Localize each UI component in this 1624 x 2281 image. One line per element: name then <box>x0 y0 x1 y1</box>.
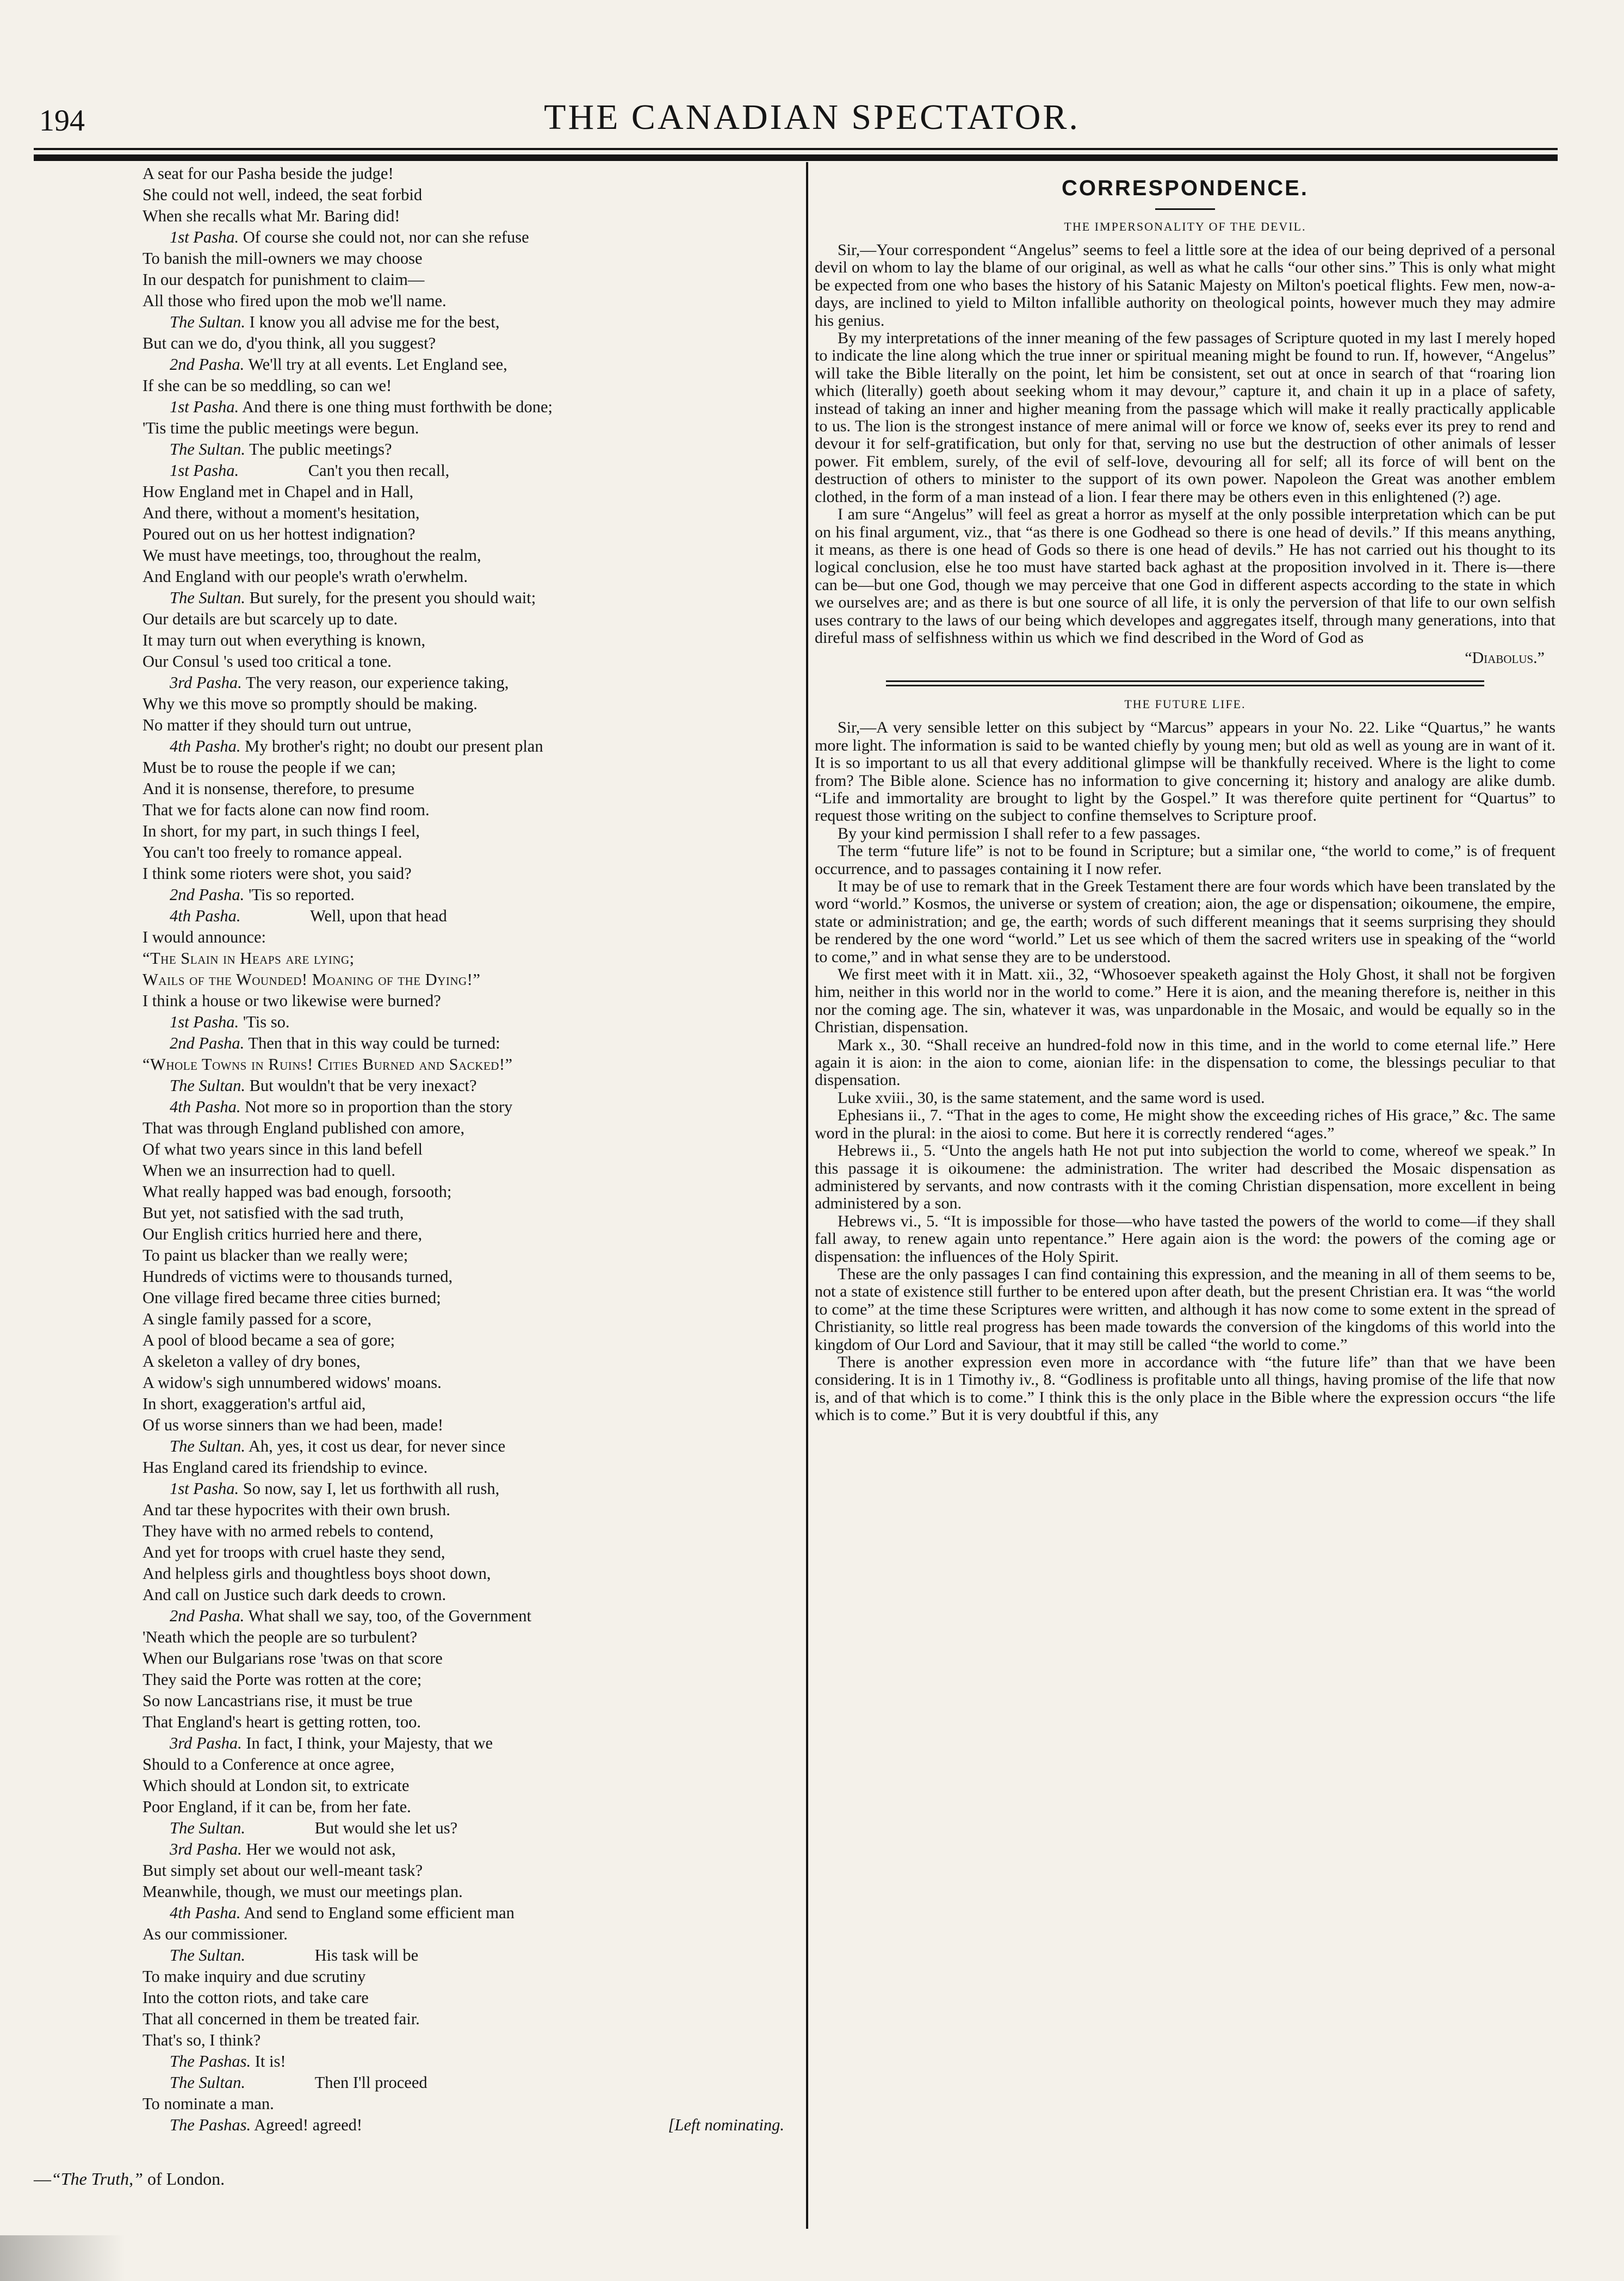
line-text: “The Slain in Heaps are lying; <box>142 949 355 968</box>
line-text: To paint us blacker than we really were; <box>142 1246 408 1265</box>
poem-column <box>142 163 784 2136</box>
line-text: But wouldn't that be very inexact? <box>249 1076 477 1095</box>
line-text: That was through England published con amore, <box>142 1119 465 1137</box>
poem-line <box>142 948 784 969</box>
poem-line <box>142 1712 784 1733</box>
line-text: She could not well, indeed, the seat forbid <box>142 185 423 204</box>
line-text: I think some rioters were shot, you said? <box>142 864 412 883</box>
line-text: That England's heart is getting rotten, too. <box>142 1713 422 1731</box>
letter2-title: THE FUTURE LIFE. <box>1124 697 1246 711</box>
letter1-body <box>815 241 1555 647</box>
speaker-name: 3rd Pasha. <box>170 673 242 692</box>
poem-line <box>142 1096 784 1118</box>
line-text: Which should at London sit, to extricate <box>142 1776 410 1795</box>
speaker-name: The Sultan. <box>170 588 245 607</box>
line-text: So now Lancastrians rise, it must be true <box>142 1691 413 1710</box>
poem-credit <box>34 2169 225 2189</box>
line-text: Can't you then recall, <box>308 461 450 480</box>
line-text: 'Neath which the people are so turbulent? <box>142 1628 418 1646</box>
line-text: That all concerned in them be treated fair. <box>142 2010 420 2028</box>
poem-line <box>142 545 784 566</box>
speaker-name: The Sultan. <box>170 1076 245 1095</box>
line-text: Poor England, if it can be, from her fate. <box>142 1797 411 1816</box>
poem-line <box>142 1266 784 1287</box>
line-text: That's so, I think? <box>142 2031 261 2049</box>
poem-line <box>142 1839 784 1860</box>
poem-line <box>142 1372 784 1393</box>
line-text: In fact, I think, your Majesty, that we <box>246 1734 493 1752</box>
poem-line <box>142 842 784 863</box>
poem-line <box>142 799 784 821</box>
poem-line <box>142 1393 784 1415</box>
poem-line <box>142 396 784 418</box>
line-text: And there is one thing must forthwith be done; <box>242 398 553 416</box>
poem-line <box>142 1945 784 1966</box>
poem-line <box>142 1415 784 1436</box>
speaker-name: 4th Pasha. <box>170 907 241 925</box>
poem-line <box>142 354 784 375</box>
letter1-signature: “Diabolus.” <box>1465 649 1545 667</box>
poem-line <box>142 163 784 184</box>
speaker-name: 4th Pasha. <box>170 1904 241 1922</box>
line-text: A single family passed for a score, <box>142 1310 371 1328</box>
poem-line <box>142 1584 784 1606</box>
letter2-body <box>815 719 1555 1424</box>
letter-paragraph: Ephesians ii., 7. “That in the ages to come, He might show the exceeding riches of His grace,” &c. The same word in the plural: in the aiosi to come. But here it is correctly rendered “ages.” <box>815 1106 1555 1142</box>
poem-line <box>142 1648 784 1669</box>
poem-line <box>142 778 784 799</box>
line-text: How England met in Chapel and in Hall, <box>142 482 414 501</box>
line-text: Of us worse sinners than we had been, made! <box>142 1416 444 1434</box>
poem-line <box>142 672 784 693</box>
header-rule-thin <box>34 148 1558 150</box>
poem-line <box>142 1627 784 1648</box>
line-text: 'Tis so reported. <box>248 885 355 904</box>
letter-paragraph: By your kind permission I shall refer to a few passages. <box>838 824 1201 842</box>
line-text: But can we do, d'you think, all you suggest? <box>142 334 436 352</box>
poem-line <box>142 2051 784 2072</box>
poem-line <box>142 1160 784 1181</box>
letter-paragraph: Sir,—Your correspondent “Angelus” seems to feel a little sore at the idea of our being deprived of a personal devil on whom to lay the blame of our original, as well as what he calls “our other sins.” This is only what might be expected from one who bases the history of his Satanic Majesty on Milton's poetical flights. Few men, now-a-days, are inclined to yield to Milton infallible authority on theological points, however much they may admire his genius. <box>815 241 1555 330</box>
line-text: 'Tis so. <box>243 1013 290 1031</box>
poem-line <box>142 1754 784 1775</box>
line-text: A skeleton a valley of dry bones, <box>142 1352 361 1371</box>
poem-line <box>142 1606 784 1627</box>
letter-paragraph: Sir,—A very sensible letter on this subject by “Marcus” appears in your No. 22. Like “Quartus,” he wants more light. The information is said to be wanted chiefly by young men; but old as well as young are in want of it. It is so important to us all that every additional glimpse will be thankfully received. Where is the light to come from? The Bible alone. Science has no information to give concerning it; history and analogy are alike dumb. “Life and immortality are brought to light by the Gospel.” It was therefore quite pertinent for “Quartus” to request those writing on the subject to confine themselves to Scripture proof. <box>815 718 1555 825</box>
line-text: It is! <box>255 2052 286 2071</box>
poem-line <box>142 609 784 630</box>
line-text: But yet, not satisfied with the sad truth, <box>142 1204 404 1222</box>
line-text: We must have meetings, too, throughout the realm, <box>142 546 481 565</box>
credit-dash: — <box>34 2169 51 2189</box>
line-text: Wails of the Wounded! Moaning of the Dying!” <box>142 970 481 989</box>
poem-line <box>142 1245 784 1266</box>
line-text: So now, say I, let us forthwith all rush, <box>243 1479 500 1498</box>
poem-line <box>142 863 784 884</box>
letter-paragraph: The term “future life” is not to be found in Scripture; but a similar one, “the world to come,” is of frequent occurrence, and to passages containing it I now refer. <box>815 842 1555 878</box>
poem-line <box>142 1775 784 1796</box>
poem-line <box>142 587 784 609</box>
poem-line <box>142 2093 784 2115</box>
letter-paragraph: By my interpretations of the inner meaning of the few passages of Scripture quoted in my last I merely hoped to indicate the line along which the true inner or spiritual meaning might be found to run. If, however, “Angelus” will take the Bible literally on the point, let him be consistent, set out at once in search of that “roaring lion which (literally) goeth about seeking whom it may devour,” capture it, and chain it up in a place of safety, instead of taking an inner and higher meaning from the passage which will make it really practically applicable to us. The lion is the strongest instance of mere animal will or force we know of, seeks ever its prey to rend and devour it for self-gratification, but only for that, serving no use but the destruction of other animals of lesser power. Fit emblem, surely, of the evil of self-love, devouring all for self; all its force of will bent on the destruction of others to minister to the support of its own power. Napoleon the Great was another emblem clothed, in the form of a man instead of a lion. I fear there may be others even in this enlightened (?) age. <box>815 329 1555 506</box>
poem-line <box>142 1287 784 1309</box>
letter-paragraph: I am sure “Angelus” will feel as great a horror as myself at the only possible interpretation which can be put on his final argument, viz., that “as there is one Godhead so there is one head of devils.” If this means anything, it means, as there is one head of Gods so there is one head of devils.” He has not carried out his thought to its logical conclusion, else he too must have started back aghast at the proposition involved in it. There is—there can be—but one God, though we may perceive that one God in different aspects according to the state in which we ourselves are; and as there is but one source of all life, it is only the perversion of that life to our own selfish uses contrary to the laws of our being which developes and aggregates itself, through many generations, into that direful mass of selfishness within us which we find described in the Word of God as <box>815 505 1555 647</box>
line-text: Must be to rouse the people if we can; <box>142 758 396 777</box>
line-text: We'll try at all events. Let England see, <box>248 355 507 374</box>
letter-paragraph: Luke xviii., 30, is the same statement, and the same word is used. <box>838 1088 1265 1107</box>
page-number: 194 <box>39 104 85 138</box>
poem-line <box>142 2030 784 2051</box>
line-text: Ah, yes, it cost us dear, for never since <box>248 1437 506 1455</box>
line-text: “Whole Towns in Ruins! Cities Burned and Sacked!” <box>142 1055 513 1074</box>
poem-line <box>142 1118 784 1139</box>
line-text: I know you all advise me for the best, <box>249 313 500 331</box>
line-text: Agreed! agreed! <box>254 2116 363 2134</box>
poem-line <box>142 990 784 1012</box>
line-text: And yet for troops with cruel haste they send, <box>142 1543 445 1561</box>
poem-line <box>142 821 784 842</box>
poem-line <box>142 503 784 524</box>
poem-line <box>142 651 784 672</box>
line-text: And tar these hypocrites with their own brush. <box>142 1501 450 1519</box>
line-text: And helpless girls and thoughtless boys shoot down, <box>142 1564 491 1583</box>
poem-line <box>142 2009 784 2030</box>
line-text: Why we this move so promptly should be making. <box>142 695 478 713</box>
poem-line <box>142 1881 784 1902</box>
line-text: Of course she could not, nor can she refuse <box>243 228 529 246</box>
line-text: And England with our people's wrath o'erwhelm. <box>142 567 468 586</box>
line-text: Poured out on us her hottest indignation? <box>142 525 416 543</box>
speaker-name: The Sultan. <box>170 1946 245 1964</box>
poem-line <box>142 1669 784 1690</box>
line-text: Into the cotton riots, and take care <box>142 1988 369 2007</box>
line-text: All those who fired upon the mob we'll name. <box>142 292 447 310</box>
poem-line <box>142 227 784 248</box>
poem-line <box>142 1499 784 1521</box>
letter-paragraph: Hebrews vi., 5. “It is impossible for those—who have tasted the powers of the world to come—if they shall fall away, to renew again unto repentance.” Here again aion is the word: the powers of the coming age or dispensation: the influences of the Holy Spirit. <box>815 1212 1555 1266</box>
poem-line <box>142 2072 784 2093</box>
speaker-name: The Pashas. <box>170 2116 251 2134</box>
line-text: The very reason, our experience taking, <box>245 673 509 692</box>
line-text: It may turn out when everything is known, <box>142 631 426 649</box>
poem-line <box>142 481 784 503</box>
line-text: What really happed was bad enough, forsooth; <box>142 1182 452 1201</box>
line-text: Has England cared its friendship to evince. <box>142 1458 428 1477</box>
poem-line <box>142 1542 784 1563</box>
line-text: In our despatch for punishment to claim— <box>142 270 425 289</box>
speaker-name: The Sultan. <box>170 313 245 331</box>
poem-line <box>142 269 784 290</box>
line-text: One village fired became three cities burned; <box>142 1288 441 1307</box>
line-text: Well, upon that head <box>310 907 447 925</box>
poem-line <box>142 1966 784 1987</box>
poem-line <box>142 1818 784 1839</box>
line-text: When she recalls what Mr. Baring did! <box>142 207 400 225</box>
letter-separator <box>886 680 1484 686</box>
line-text: Our details are but scarcely up to date. <box>142 610 398 628</box>
poem-line <box>142 1351 784 1372</box>
line-text: And call on Justice such dark deeds to crown. <box>142 1585 447 1604</box>
line-text: To banish the mill-owners we may choose <box>142 249 423 268</box>
line-text: Should to a Conference at once agree, <box>142 1755 395 1774</box>
poem-line <box>142 460 784 481</box>
line-text: They said the Porte was rotten at the core; <box>142 1670 422 1689</box>
masthead: THE CANADIAN SPECTATOR. <box>544 97 1080 137</box>
correspondence-column <box>815 163 1555 1424</box>
poem-line <box>142 1054 784 1075</box>
speaker-name: 1st Pasha. <box>170 398 239 416</box>
line-text: A widow's sigh unnumbered widows' moans. <box>142 1373 442 1392</box>
line-text: Meanwhile, though, we must our meetings plan. <box>142 1882 463 1901</box>
credit-source: of London. <box>142 2169 225 2189</box>
line-text: Her we would not ask, <box>246 1840 396 1858</box>
speaker-name: 1st Pasha. <box>170 1013 239 1031</box>
line-text: As our commissioner. <box>142 1925 288 1943</box>
poem-line <box>142 1563 784 1584</box>
poem-line <box>142 1075 784 1096</box>
speaker-name: 1st Pasha. <box>170 461 239 480</box>
speaker-name: 4th Pasha. <box>170 1098 241 1116</box>
line-text: They have with no armed rebels to contend, <box>142 1522 434 1540</box>
poem-line <box>142 418 784 439</box>
line-text: And send to England some efficient man <box>244 1904 515 1922</box>
speaker-name: The Sultan. <box>170 1819 245 1837</box>
letter-paragraph: These are the only passages I can find containing this expression, and the meaning in all of them seems to be, not a state of existence still further to be entered upon after death, but the present Christian era. It was “the world to come” at the time these Scriptures were written, and although it has now come to some extent in the spread of Christianity, so little real progress has been made towards the conversion of the kingdoms of this world into the kingdom of Our Lord and Saviour, that it may still be called “the world to come.” <box>815 1265 1555 1354</box>
speaker-name: 3rd Pasha. <box>170 1840 242 1858</box>
section-title: CORRESPONDENCE. <box>1062 176 1309 200</box>
poem-line <box>142 1733 784 1754</box>
poem-line <box>142 1478 784 1499</box>
poem-line <box>142 206 784 227</box>
line-text: To nominate a man. <box>142 2094 274 2113</box>
line-text: In short, for my part, in such things I feel, <box>142 822 420 840</box>
line-text: When our Bulgarians rose 'twas on that score <box>142 1649 443 1668</box>
poem-line <box>142 884 784 906</box>
print-smudge <box>0 2235 125 2281</box>
speaker-name: The Pashas. <box>170 2052 251 2071</box>
letter-paragraph: There is another expression even more in accordance with “the future life” than that we have been considering. It is in 1 Timothy iv., 8. “Godliness is profitable unto all things, having promise of the life that now is, and of that which is to come.” I think this is the only place in the Bible where the expression occurs “the life which is to come.” But it is very doubtful if this, any <box>815 1353 1555 1424</box>
speaker-name: 2nd Pasha. <box>170 1607 245 1625</box>
letter-paragraph: Mark x., 30. “Shall receive an hundred-fold now in this time, and in the world to come eternal life.” Here again it is aion: in the aion to come, aionian life: in the dispensation to come, the blessings peculiar to that dispensation. <box>815 1036 1555 1089</box>
speaker-name: 3rd Pasha. <box>170 1734 242 1752</box>
poem-line <box>142 1330 784 1351</box>
poem-line <box>142 1012 784 1033</box>
poem-line <box>142 1309 784 1330</box>
header-rule-thick <box>34 154 1558 161</box>
speaker-name: 1st Pasha. <box>170 228 239 246</box>
line-text: A seat for our Pasha beside the judge! <box>142 164 394 183</box>
line-text: When we an insurrection had to quell. <box>142 1161 395 1180</box>
poem-line <box>142 1457 784 1478</box>
speaker-name: The Sultan. <box>170 2073 245 2092</box>
poem-line <box>142 693 784 715</box>
speaker-name: The Sultan. <box>170 1437 245 1455</box>
letter-paragraph: We first meet with it in Matt. xii., 32, “Whosoever speaketh against the Holy Ghost, it shall not be forgiven him, neither in this world nor in the world to come.” Here it is aion, and the meaning therefore is, neither in this nor the coming age. The sin, whatever it was, was unpardonable in the Mosaic, and would be equally so in the Christian, dispensation. <box>815 965 1555 1037</box>
poem-line <box>142 1139 784 1160</box>
poem-line <box>142 375 784 396</box>
poem-line <box>142 1203 784 1224</box>
line-text: But surely, for the present you should wait; <box>249 588 536 607</box>
poem-line <box>142 1987 784 2009</box>
line-text: But would she let us? <box>314 1819 458 1837</box>
poem-line <box>142 757 784 778</box>
speaker-name: 2nd Pasha. <box>170 885 245 904</box>
poem-line <box>142 290 784 312</box>
speaker-name: The Sultan. <box>170 440 245 458</box>
line-text: I would announce: <box>142 928 266 946</box>
poem-line <box>142 184 784 206</box>
poem-line <box>142 1860 784 1881</box>
credit-title: “The Truth,” <box>51 2169 143 2189</box>
speaker-name: 2nd Pasha. <box>170 1034 245 1052</box>
line-text: The public meetings? <box>249 440 392 458</box>
poem-line <box>142 630 784 651</box>
stage-direction: [Left nominating. <box>668 2116 784 2134</box>
poem-line <box>142 439 784 460</box>
speaker-name: 1st Pasha. <box>170 1479 239 1498</box>
line-text: Then I'll proceed <box>314 2073 427 2092</box>
poem-line <box>142 715 784 736</box>
letter-paragraph: It may be of use to remark that in the Greek Testament there are four words which have been translated by the word “world.” Kosmos, the universe or system of creation; aion, the age or dispensation; oikoumene, the empire, state or administration; and ge, the earth; words of such different meanings that it seems surprising they should be rendered by the one word “world.” Let us see which of them the sacred writers use in speaking of the “world to come,” and in what sense they are to be understood. <box>815 877 1555 966</box>
line-text: Not more so in proportion than the story <box>245 1098 513 1116</box>
poem-line <box>142 1436 784 1457</box>
line-text: And it is nonsense, therefore, to presume <box>142 779 414 798</box>
line-text: A pool of blood became a sea of gore; <box>142 1331 395 1349</box>
letter-paragraph: Hebrews ii., 5. “Unto the angels hath He not put into subjection the world to come, whereof we speak.” In this passage it is oikoumene: the administration. The writer had described the Mosaic dispensation as administered by servants, and now contrasts with it the coming Christian dispensation, more excellent in being administered by a son. <box>815 1142 1555 1213</box>
speaker-name: 2nd Pasha. <box>170 355 245 374</box>
poem-line <box>142 312 784 333</box>
line-text: I think a house or two likewise were burned? <box>142 991 441 1010</box>
line-text: Hundreds of victims were to thousands turned, <box>142 1267 453 1286</box>
line-text: My brother's right; no doubt our present plan <box>245 737 543 755</box>
poem-line <box>142 1224 784 1245</box>
poem-line <box>142 1690 784 1712</box>
poem-line <box>142 969 784 990</box>
line-text: You can't too freely to romance appeal. <box>142 843 402 861</box>
line-text: In short, exaggeration's artful aid, <box>142 1394 366 1413</box>
letter1-title: THE IMPERSONALITY OF THE DEVIL. <box>1064 220 1306 233</box>
poem-line <box>142 333 784 354</box>
poem-line <box>142 1521 784 1542</box>
poem-line <box>142 2115 784 2136</box>
line-text: Of what two years since in this land befell <box>142 1140 423 1158</box>
title-rule <box>1155 208 1215 210</box>
column-divider <box>806 162 808 2229</box>
line-text: To make inquiry and due scrutiny <box>142 1967 366 1986</box>
line-text: Then that in this way could be turned: <box>248 1034 500 1052</box>
line-text: But simply set about our well-meant task? <box>142 1861 423 1880</box>
poem-line <box>142 736 784 757</box>
poem-line <box>142 1902 784 1924</box>
line-text: Our Consul 's used too critical a tone. <box>142 652 392 671</box>
poem-line <box>142 566 784 587</box>
poem-line <box>142 248 784 269</box>
line-text: 'Tis time the public meetings were begun. <box>142 419 419 437</box>
line-text: Our English critics hurried here and there, <box>142 1225 423 1243</box>
line-text: No matter if they should turn out untrue, <box>142 716 412 734</box>
speaker-name: 4th Pasha. <box>170 737 241 755</box>
line-text: His task will be <box>314 1946 419 1964</box>
poem-line <box>142 906 784 927</box>
poem-line <box>142 1924 784 1945</box>
line-text: That we for facts alone can now find room. <box>142 801 430 819</box>
poem-line <box>142 1796 784 1818</box>
poem-line <box>142 524 784 545</box>
line-text: What shall we say, too, of the Government <box>248 1607 531 1625</box>
poem-line <box>142 1181 784 1203</box>
poem-line <box>142 1033 784 1054</box>
poem-line <box>142 927 784 948</box>
line-text: And there, without a moment's hesitation, <box>142 504 420 522</box>
line-text: If she can be so meddling, so can we! <box>142 376 392 395</box>
